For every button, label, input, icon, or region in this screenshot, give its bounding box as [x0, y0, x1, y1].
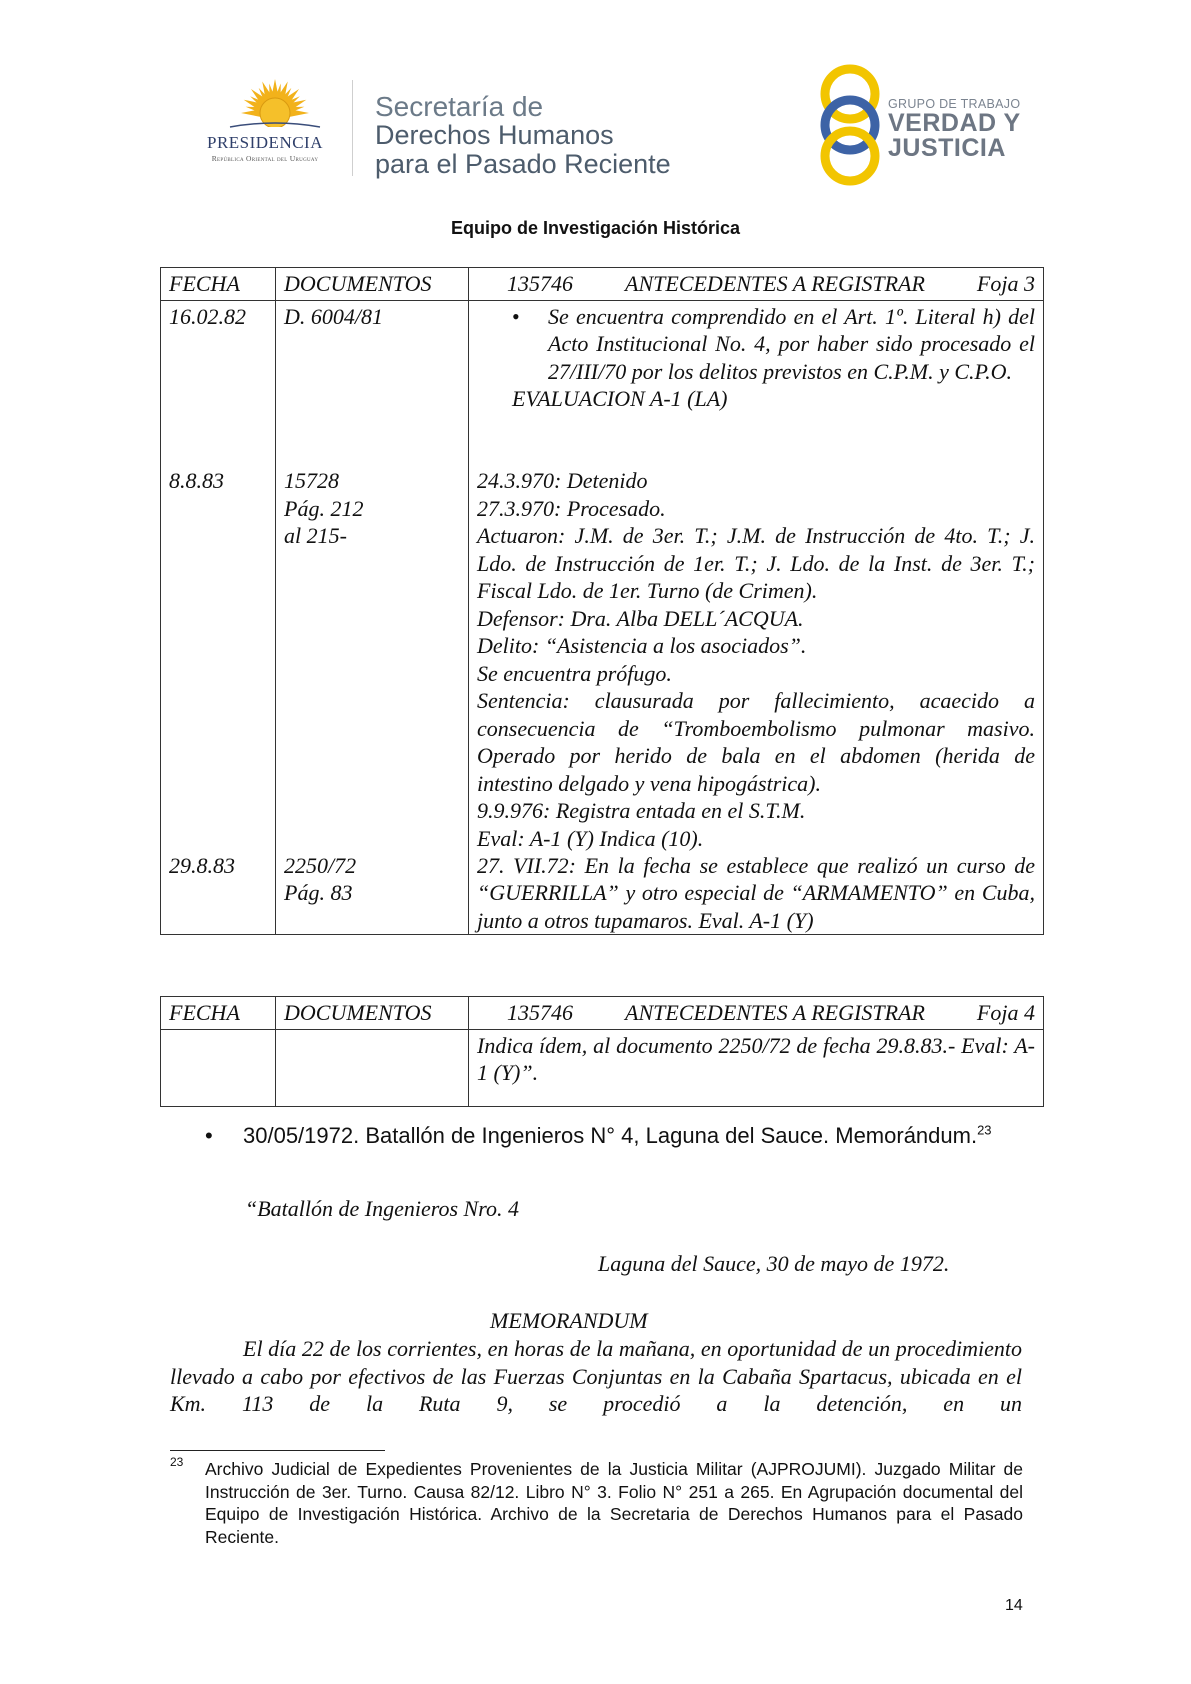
memo-title: MEMORANDUM: [490, 1308, 648, 1333]
registro-number: 135746: [507, 271, 573, 296]
table-row: [161, 1029, 1044, 1106]
documento-cell: [284, 467, 460, 824]
antecedentes-header: [469, 997, 1044, 1030]
antecedente-entry: 27. VII.72: En la fecha se establece que realizó un curso de “GUERRILLA” y otro especial de “ARMAMENTO” en Cuba, junto a otros tupamaros. Eval. A-1 (Y): [477, 852, 1035, 933]
table-header-row: [161, 268, 1044, 301]
antecedente-line: 27.3.970: Procesado.: [477, 495, 666, 521]
memo-bullet-text: 30/05/1972. Batallón de Ingenieros N° 4, Laguna del Sauce. Memorándum.: [243, 1123, 978, 1148]
fecha-cell: 16.02.82: [169, 303, 246, 329]
documento-cell: [284, 303, 460, 440]
quote-heading: “Batallón de Ingenieros Nro. 4: [245, 1196, 519, 1221]
bullet-icon: •: [512, 303, 520, 329]
antecedente-line: 9.9.976: Registra entada en el S.T.M.: [477, 798, 806, 823]
documento-ref: D. 6004/81: [284, 303, 383, 329]
memo-body: [170, 1335, 1022, 1418]
page-number: 14: [1005, 1597, 1023, 1614]
antecedentes-label: ANTECEDENTES A REGISTRAR: [625, 1000, 925, 1025]
republica-label: República Oriental del Uruguay: [211, 154, 319, 163]
gvj-line3: JUSTICIA: [888, 134, 1006, 162]
fecha-cell: 8.8.83: [169, 468, 224, 493]
antecedente-entry: Indica ídem, al documento 2250/72 de fecha 29.8.83.- Eval: A-1 (Y)”.: [469, 1029, 1044, 1106]
documento-cell: [284, 852, 460, 907]
documento-ref: 15728: [284, 468, 339, 493]
fecha-header: FECHA: [161, 997, 276, 1030]
registro-table-foja-4: [160, 996, 1044, 1107]
equipo-title: Equipo de Investigación Histórica: [450, 218, 741, 238]
presidencia-logo: [190, 75, 360, 180]
footnote-separator: [170, 1450, 385, 1451]
secretaria-title: [375, 92, 671, 179]
antecedente-line: 24.3.970: Detenido: [477, 468, 648, 493]
documento-ref: 2250/72: [284, 852, 357, 878]
fecha-cell: [161, 1029, 276, 1106]
secretaria-line3: para el Pasado Reciente: [375, 149, 671, 179]
documento-page: Pág. 83: [284, 880, 353, 905]
antecedente-line: Eval: A-1 (Y) Indica (10).: [477, 825, 704, 851]
antecedente-entry: [477, 467, 1035, 851]
documentos-header: DOCUMENTOS: [276, 268, 469, 301]
footnote-ref: 23: [977, 1122, 992, 1138]
registro-table-foja-3: [160, 267, 1044, 935]
secretaria-line2: Derechos Humanos: [375, 120, 614, 150]
foja-label: Foja 4: [976, 1000, 1035, 1025]
footnote-number: 23: [170, 1455, 184, 1469]
antecedente-line: Defensor: Dra. Alba DELL´ACQUA.: [477, 605, 804, 631]
registro-number: 135746: [507, 1000, 573, 1025]
documento-page-range: al 215-: [284, 523, 347, 548]
foja-label: Foja 3: [976, 271, 1035, 296]
fecha-cell: 29.8.83: [169, 852, 235, 878]
documentos-header: DOCUMENTOS: [276, 997, 469, 1030]
evaluacion-text: EVALUACION A-1 (LA): [512, 386, 728, 411]
antecedente-text: Se encuentra comprendido en el Art. 1º. Literal h) del Acto Institucional No. 4, por haber sido procesado el 27/III/70 por los delitos previstos en C.P.M. y C.P.O.: [548, 303, 1035, 384]
secretaria-line1: Secretaría de: [375, 91, 544, 122]
gvj-line1: GRUPO DE TRABAJO: [888, 97, 1021, 111]
documento-page: Pág. 212: [284, 495, 364, 521]
header-divider: [352, 80, 353, 176]
antecedente-bullet: [477, 303, 1035, 386]
verdad-justicia-text: [888, 97, 1021, 161]
footnote-text: Archivo Judicial de Expedientes Provenientes de la Justicia Militar (AJPROJUMI). Juzgado Militar de Instrucción de 3er. Turno. Causa 82/12. Libro N° 3. Folio N° 251 a 265. En Agrupación documental del Equipo de Investigación Histórica. Archivo de la Secretaria de Derechos Humanos para el Pasado Reciente.: [205, 1459, 1023, 1547]
antecedente-line: Delito: “Asistencia a los asociados”.: [477, 633, 807, 658]
antecedentes-label: ANTECEDENTES A REGISTRAR: [625, 271, 925, 296]
documento-cell: [276, 1029, 469, 1106]
table-header-row: [161, 997, 1044, 1030]
antecedente-entry: [477, 303, 1035, 440]
antecedente-line: Se encuentra prófugo.: [477, 660, 672, 686]
rings-icon: [810, 62, 890, 187]
sun-icon: [190, 75, 360, 180]
memo-body-text: El día 22 de los corrientes, en horas de la mañana, en oportunidad de un procedimiento llevado a cabo por efectivos de las Fuerzas Conjuntas en la Cabaña Spartacus, ubicada en el Km. 113 de la Ruta 9, se procedió a la detención, en un: [170, 1336, 1022, 1416]
antecedentes-header: [469, 268, 1044, 301]
gvj-line2: VERDAD Y: [888, 109, 1021, 137]
antecedente-line: Actuaron: J.M. de 3er. T.; J.M. de Instrucción de 4to. T.; J. Ldo. de Instrucción de 1er. T.; J. Ldo. de la Inst. de 3er. T.; Fiscal Ldo. de 1er. Turno (de Crimen).: [477, 523, 1035, 603]
bullet-icon: •: [205, 1123, 213, 1148]
presidencia-label: PRESIDENCIA: [206, 133, 323, 152]
table-row: [161, 300, 1044, 935]
quote-place-date: Laguna del Sauce, 30 de mayo de 1972.: [598, 1251, 950, 1276]
fecha-header: FECHA: [161, 268, 276, 301]
antecedente-line: Sentencia: clausurada por fallecimiento, acaecido a consecuencia de “Tromboembolismo pulmonar masivo. Operado por herido de bala en el abdomen (herida de intestino delgado y vena hipogástrica).: [477, 688, 1035, 796]
memo-bullet: [205, 1122, 1025, 1149]
